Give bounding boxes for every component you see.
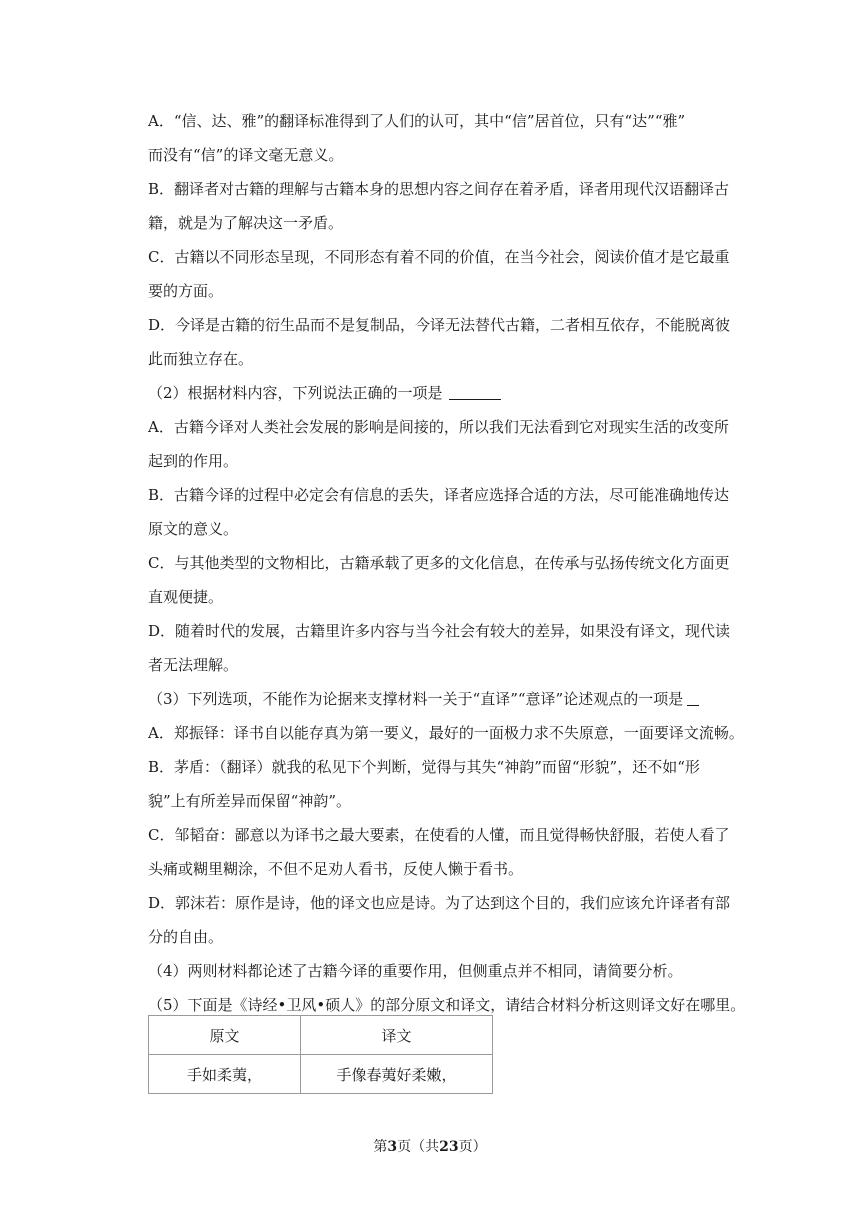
- option-text: B．茅盾：（翻译）就我的私见下个判断，觉得与其失“神韵”而留“形貌”，还不如“形: [148, 758, 700, 776]
- table-row: [149, 1055, 493, 1094]
- question-5-stem: （5）下面是《诗经•卫风•硕人》的部分原文和译文，请结合材料分析这则译文好在哪里。: [148, 996, 746, 1014]
- footer-prefix: 第: [373, 1139, 388, 1155]
- footer-middle: 页（共: [397, 1139, 440, 1155]
- table-header-original: 原文: [149, 1016, 301, 1055]
- option-text: 直观便捷。: [148, 588, 224, 606]
- table-cell-original: 手如柔荑，: [149, 1055, 301, 1094]
- option-text: 原文的意义。: [148, 520, 239, 538]
- question-stem-text: （3）下列选项，不能作为论据来支撑材料一关于“直译”“意译”论述观点的一项是: [148, 690, 684, 708]
- option-text: 者无法理解。: [148, 656, 239, 674]
- option-text: C．邹韬奋：鄙意以为译书之最大要素，在使看的人懂，而且觉得畅快舒服，若使人看了: [148, 826, 730, 844]
- question-stem-text: （2）根据材料内容，下列说法正确的一项是: [148, 384, 443, 402]
- page-footer: [0, 1136, 860, 1156]
- option-text: B．古籍今译的过程中必定会有信息的丢失，译者应选择合适的方法，尽可能准确地传达: [148, 486, 730, 504]
- page-number: 3: [387, 1139, 398, 1155]
- question-4-stem: （4）两则材料都论述了古籍今译的重要作用，但侧重点并不相同，请简要分析。: [148, 962, 683, 980]
- option-text: 籍，就是为了解决这一矛盾。: [148, 214, 344, 232]
- option-text: 起到的作用。: [148, 452, 239, 470]
- question-2-stem: [148, 376, 742, 410]
- option-text: B．翻译者对古籍的理解与古籍本身的思想内容之间存在着矛盾，译者用现代汉语翻译古: [148, 180, 730, 198]
- option-text: 分的自由。: [148, 928, 224, 946]
- option-text: D．随着时代的发展，古籍里许多内容与当今社会有较大的差异，如果没有译文，现代读: [148, 622, 731, 640]
- answer-blank: [687, 687, 699, 706]
- option-text: C．古籍以不同形态呈现，不同形态有着不同的价值，在当今社会，阅读价值才是它最重: [148, 248, 730, 266]
- question-3-stem: [148, 682, 742, 716]
- option-text: D．今译是古籍的衍生品而不是复制品，今译无法替代古籍，二者相互依存，不能脱离彼: [148, 316, 731, 334]
- footer-suffix: 页）: [458, 1139, 487, 1155]
- table-header-translation: 译文: [301, 1016, 493, 1055]
- option-text: 此而独立存在。: [148, 350, 254, 368]
- table-header-row: [149, 1016, 493, 1055]
- option-text: 要的方面。: [148, 282, 224, 300]
- option-text: 头痛或糊里糊涂，不但不足劝人看书，反使人懒于看书。: [148, 860, 524, 878]
- option-text: C．与其他类型的文物相比，古籍承载了更多的文化信息，在传承与弘扬传统文化方面更: [148, 554, 730, 572]
- answer-blank: [449, 381, 501, 400]
- question-text: [148, 104, 746, 1022]
- option-text: A．“信、达、雅”的翻译标准得到了人们的认可，其中“信”居首位，只有“达”“雅”: [148, 112, 686, 130]
- option-text: D．郭沫若：原作是诗，他的译文也应是诗。为了达到这个目的，我们应该允许译者有部: [148, 894, 731, 912]
- table-cell-translation: 手像春荑好柔嫩，: [301, 1055, 493, 1094]
- translation-table: [148, 1015, 493, 1094]
- page-total: 23: [439, 1139, 459, 1155]
- option-text: A．郑振铎：译书自以能存真为第一要义，最好的一面极力求不失原意，一面要译文流畅。: [148, 724, 744, 742]
- option-text: 貌”上有所差异而保留“神韵”。: [148, 792, 352, 810]
- option-text: 而没有“信”的译文毫无意义。: [148, 146, 344, 164]
- option-text: A．古籍今译对人类社会发展的影响是间接的，所以我们无法看到它对现实生活的改变所: [148, 418, 729, 436]
